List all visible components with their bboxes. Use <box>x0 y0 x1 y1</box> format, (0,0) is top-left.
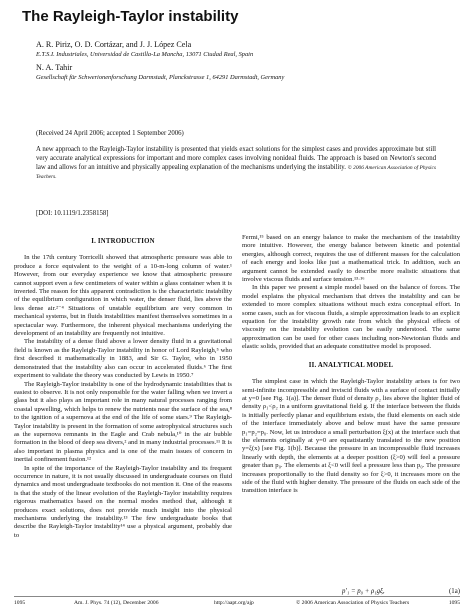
footer-rule <box>14 596 460 597</box>
abstract <box>36 146 436 182</box>
affiliation-2: Gesellschaft für Schwerionenforschung Darmstadt, Planckstrasse 1, 64291 Darmstadt, Germany <box>36 74 285 81</box>
intro-paragraph-2: The instability of a dense fluid above a lower density fluid in a gravitational field is known as the Rayleigh-Taylor instability in honor of Lord Rayleigh,⁵ who first described it mathematically in 1883, and Sir G. Taylor, who in 1950 demonstrated that the instability also can occur in accelerated fluids.⁶ The first experiment to validate the theory was conducted by Lewis in 1950.⁷ <box>14 338 232 380</box>
section-heading-introduction: I. INTRODUCTION <box>91 238 155 245</box>
abstract-copyright: © 2006 American Association of Physics Teachers. <box>36 164 436 180</box>
footer-journal: Am. J. Phys. 74 (12), December 2006 <box>74 600 159 606</box>
intro-paragraph-1: In the 17th century Torricelli showed that atmospheric pressure was able to produce a force equivalent to the weight of a 10-m-long column of water.¹ However, from our everyday experience we know that atmospheric pressure cannot support even a few centimeters of water within a glass container when it is inverted. The reason for this apparent contradiction is the characteristic instability of the equilibrium configuration in which water, the denser fluid, lies above the less dense air.²⁻⁴ Situations of unstable equilibrium are very common in mechanical systems, but in fluids instabilities manifest themselves sometimes in a spectacular way. Furthermore, the inherent physical mechanisms underlying the development of an instability are frequently not intuitive. <box>14 254 232 338</box>
intro-paragraph-5: Fermi,¹⁵ based on an energy balance to make the mechanism of the instability more intuitive. However, the energy balance between kinetic and potential energies, although correct, requires the use of different masses for the calculation of each energy and looks like just a mathematical trick. In addition, such an argument cannot be extended easily to describe more realistic situations that involve viscous fluids and surface tension.¹³·¹⁶ <box>242 234 460 284</box>
equation-number: (1a) <box>449 588 460 595</box>
footer-page-right: 1095 <box>448 600 460 606</box>
authors-line-2: N. A. Tahir <box>36 63 73 72</box>
doi: [DOI: 10.1119/1.2358158] <box>36 210 109 217</box>
equation-expression: p′₁ = p₀ + ρ₁gξ, <box>342 588 385 595</box>
abstract-text: A new approach to the Rayleigh-Taylor instability is presented that yields exact solutions for the simplest cases and provides approximate but still very accurate analytical expressions for important and more complex cases involving nonideal fluids. The approach is based on Newton's second law and allows for an intuitive and physically appealing explanation of the mechanisms underlying the instability. <box>36 146 436 171</box>
intro-paragraph-6: In this paper we present a simple model based on the balance of forces. The model explains the physical mechanism that drives the instability and can be extended to more complex situations without much extra conceptual effort. In some cases, such as for viscous fluids, a simple approximation leads to an explicit equation for the instability growth rate from which the physical effects of viscosity on the instability evolution can be easily understood. The same approximation can be used for other cases including non-Newtonian fluids and elastic solids, provided that an adequate constitutive model is proposed. <box>242 284 460 351</box>
footer-page-left: 1095 <box>14 600 26 606</box>
authors-line-1: A. R. Piriz, O. D. Cortázar, and J. J. López Cela <box>36 40 192 49</box>
left-column <box>14 234 232 540</box>
intro-paragraph-3: The Rayleigh-Taylor instability is one of the hydrodynamic instabilities that is easiest to observe. It is not only responsible for the water falling when we invert a glass but it also plays an important role in many natural processes ranging from coastal upwelling, which helps to renew the nutrients near the surface of the sea,⁸ to the ignition of a supernova at the end of the life of some stars.⁹ The Rayleigh-Taylor instability is present in the formation of some astrophysical structures such as the supernova remnants in the Eagle and Crab nebula,¹⁰ in the air bubble formation in the blood of deep sea divers,² and in many industrial processes.¹¹ It is also important in plasma physics and is one of the main issues of concern in inertial confinement fusion.¹² <box>14 380 232 464</box>
affiliation-1: E.T.S.I. Industriales, Universidad de Castilla-La Mancha, 13071 Ciudad Real, Spain <box>36 51 254 58</box>
article-title: The Rayleigh-Taylor instability <box>22 8 239 25</box>
intro-paragraph-4: In spite of the importance of the Rayleigh-Taylor instability and its frequent occurrence in nature, it is not usually discussed in undergraduate courses on fluid dynamics and most undergraduate textbooks do not mention it. One of the reasons is that the study of the linear evolution of the Rayleigh-Taylor instability requires rigorous mathematics based on the normal modes method that, although it produces exact solutions, does not provide much insight into the physical mechanisms underlying the instability.¹³ The few undergraduate books that describe the Rayleigh-Taylor instability¹⁴ use a physical argument, probably due to <box>14 464 232 539</box>
right-column <box>242 234 460 496</box>
page-footer <box>14 599 460 608</box>
section-heading-analytical-model: II. ANALYTICAL MODEL <box>308 361 394 369</box>
footer-url: http://aapt.org/ajp <box>214 600 254 606</box>
footer-copyright: © 2006 American Association of Physics Teachers <box>296 600 410 606</box>
model-paragraph-1: The simplest case in which the Rayleigh-Taylor instability arises is for two semi-infinite incompressible and inviscid fluids with a surface of contact initially at y=0 [see Fig. 1(a)]. The denser fluid of density ρ₂ lies above the lighter fluid of density ρ₁<ρ₂ in a uniform gravitational field g. If the interface between the fluids is initially perfectly planar and equilibrium exists, the fluid elements on each side of the interface immediately above and below must have the same pressure p₁=p₂=p₀. Now, let us introduce a small perturbation ξ(x) at the interface such that the elements originally at y=0 are equatistantly translated to the new position y=ξ(x) [see Fig. 1(b)]. Because the pressure in an incompressible fluid increases linearly with depth, the elements at a deeper position (ξ>0) will feel a pressure greater than p₀. The elements at ξ<0 will feel a pressure less than p₀. The pressure increases proportionally to the fluid density so for ξ>0, it increases more on the side of the fluid with higher density. The pressure of the fluids on each side of the transition interface is <box>242 378 460 495</box>
received-dates: (Received 24 April 2006; accepted 1 September 2006) <box>36 130 184 137</box>
